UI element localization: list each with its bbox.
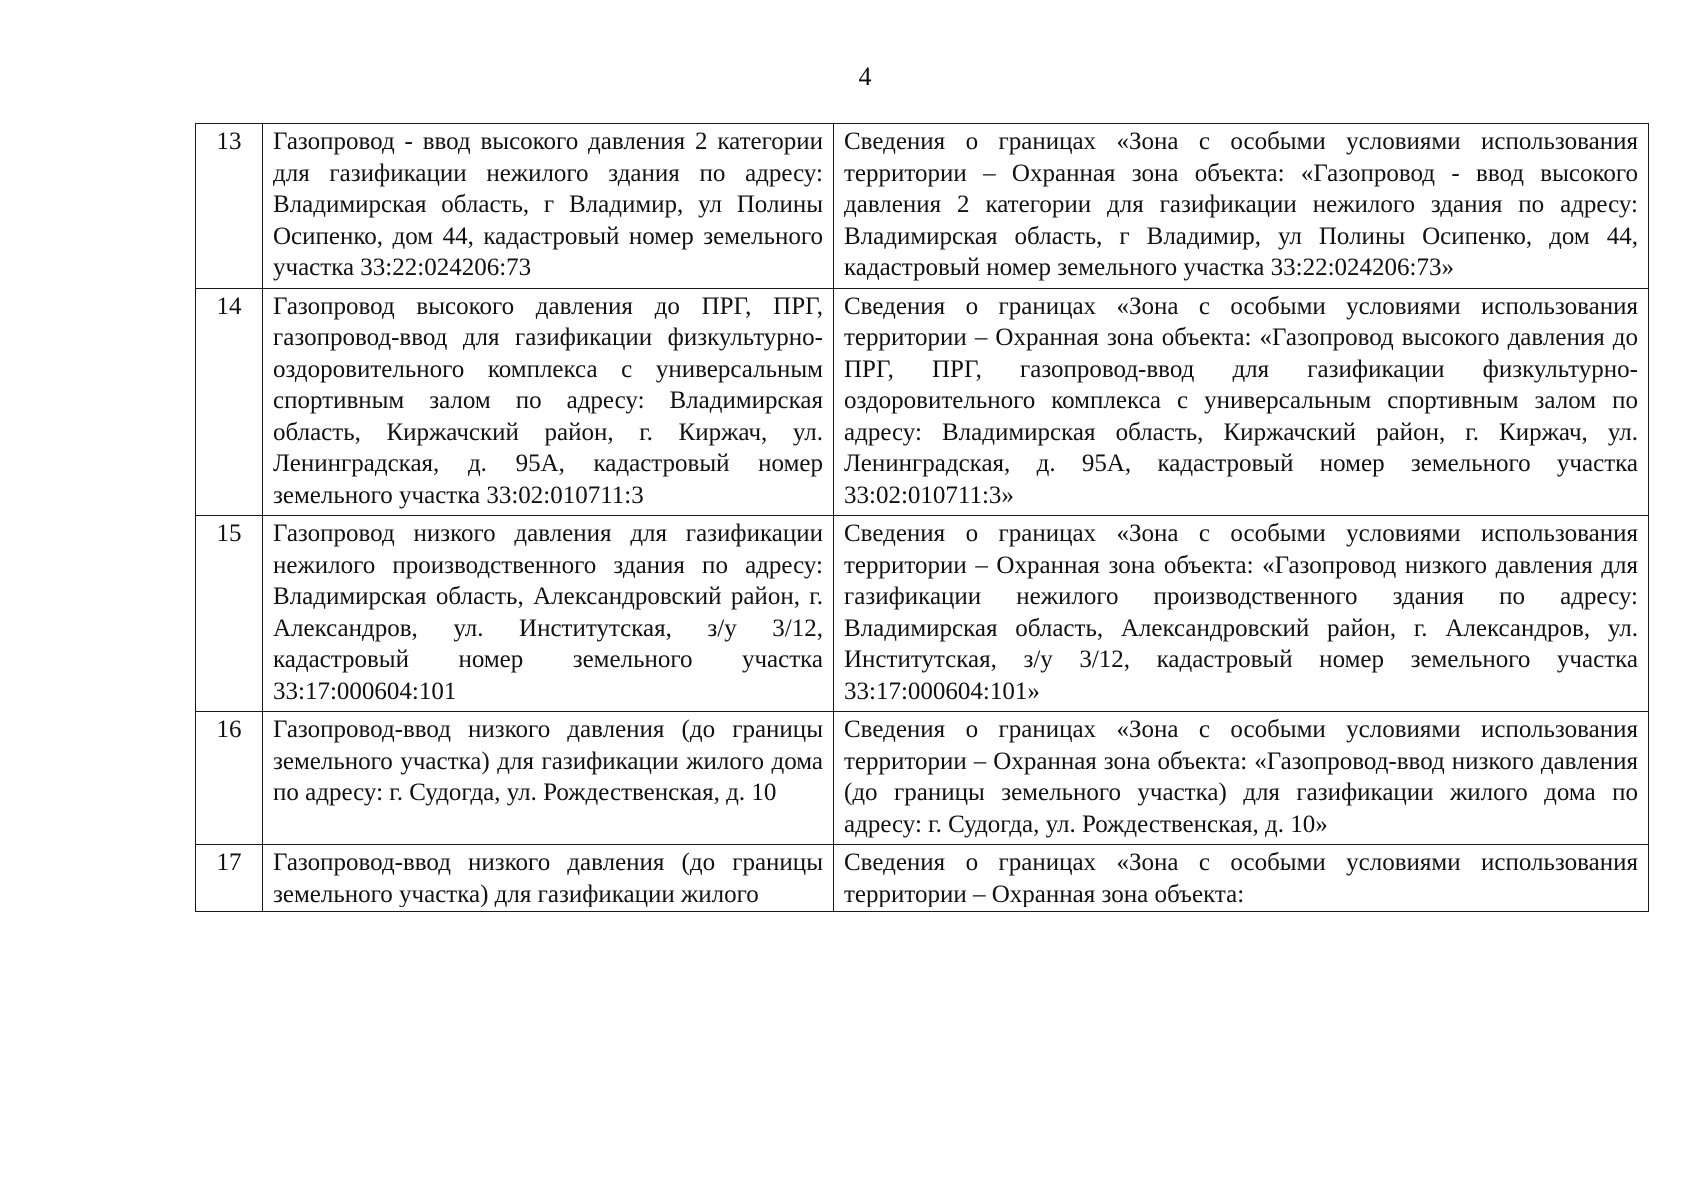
table-row bbox=[196, 124, 1649, 289]
row-number: 14 bbox=[196, 288, 263, 516]
zone-information: Сведения о границах «Зона с особыми условиями использования территории – Охранная зона объекта: «Газопровод - ввод высокого давления 2 категории для газификации нежилого здания по адресу: Владимирская область, г Владимир, ул Полины Осипенко, дом 44, кадастровый номер земельного участка 33:22:024206:73» bbox=[834, 124, 1649, 289]
page-number: 4 bbox=[858, 62, 872, 91]
zone-information bbox=[834, 845, 1649, 912]
row-number-text: 17 bbox=[216, 849, 242, 876]
object-description-text: Газопровод-ввод низкого давления (до границы земельного участка) для газификации жилого bbox=[273, 849, 823, 907]
zone-information: Сведения о границах «Зона с особыми условиями использования территории – Охранная зона объекта: «Газопровод высокого давления до ПРГ, ПРГ, газопровод-ввод для газификации физкультурно- оздоровительного комплекса с универсальным спортивным залом по адресу: Владимирская область, Киржачский район, г. Киржач, ул. Ленинградская, д. 95А, кадастровый номер земельного участка 33:02:010711:3» bbox=[834, 288, 1649, 516]
row-number: 16 bbox=[196, 712, 263, 845]
table-row bbox=[196, 712, 1649, 845]
object-description: Газопровод высокого давления до ПРГ, ПРГ, газопровод-ввод для газификации физкультурно- оздоровительного комплекса с универсальным спортивным залом по адресу: Владимирская область, Киржачский район, г. Киржач, ул. Ленинградская, д. 95А, кадастровый номер земельного участка 33:02:010711:3 bbox=[263, 288, 834, 516]
table-row bbox=[196, 516, 1649, 712]
row-number bbox=[196, 845, 263, 912]
object-description: Газопровод-ввод низкого давления (до границы земельного участка) для газификации жилого дома по адресу: г. Судогда, ул. Рождественская, д. 10 bbox=[263, 712, 834, 845]
zone-information: Сведения о границах «Зона с особыми условиями использования территории – Охранная зона объекта: «Газопровод-ввод низкого давления (до границы земельного участка) для газификации жилого дома по адресу: г. Судогда, ул. Рождественская, д. 10» bbox=[834, 712, 1649, 845]
row-number: 15 bbox=[196, 516, 263, 712]
zone-information: Сведения о границах «Зона с особыми условиями использования территории – Охранная зона объекта: «Газопровод низкого давления для газификации нежилого производственного здания по адресу: Владимирская область, Александровский район, г. Александров, ул. Институтская, з/у 3/12, кадастровый номер земельного участка 33:17:000604:101» bbox=[834, 516, 1649, 712]
object-description: Газопровод низкого давления для газификации нежилого производственного здания по адресу: Владимирская область, Александровский район, г. Александров, ул. Институтская, з/у 3/12, кадастровый номер земельного участка 33:17:000604:101 bbox=[263, 516, 834, 712]
table-row bbox=[196, 288, 1649, 516]
object-description bbox=[263, 845, 834, 912]
row-number: 13 bbox=[196, 124, 263, 289]
object-description: Газопровод - ввод высокого давления 2 категории для газификации нежилого здания по адресу: Владимирская область, г Владимир, ул Полины Осипенко, дом 44, кадастровый номер земельного участка 33:22:024206:73 bbox=[263, 124, 834, 289]
zones-table bbox=[195, 123, 1649, 912]
zone-information-text: Сведения о границах «Зона с особыми условиями использования территории – Охранная зона объекта: bbox=[844, 849, 1638, 907]
table-row bbox=[196, 845, 1649, 912]
